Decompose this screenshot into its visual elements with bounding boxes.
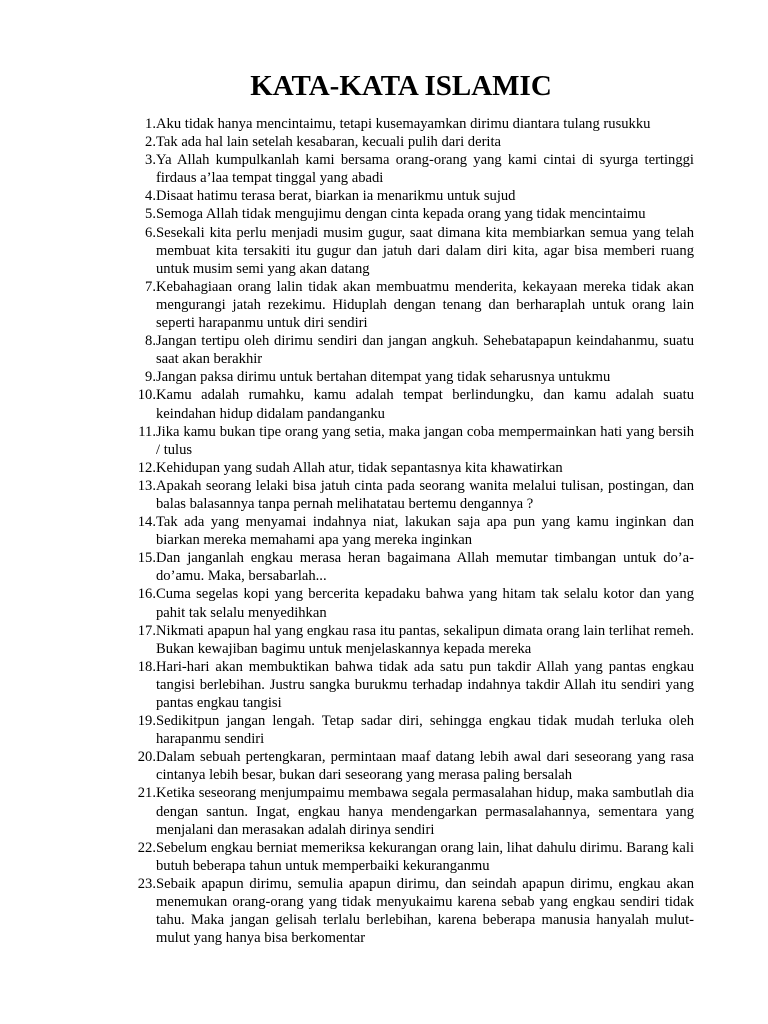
list-item-number-label: 4. [145,188,156,205]
list-item-text: Sedikitpun jangan lengah. Tetap sadar diri, sehingga engkau tidak mudah terluka oleh harapanmu sendiri [156,713,694,748]
list-item-number-label: 14. [137,514,156,531]
list-item-number-label: 7. [145,278,156,295]
list-item-number-label: 11. [138,423,156,440]
list-item-number-label: 10. [137,387,156,404]
list-item-number-label: 19. [137,713,156,730]
list-item-text: Aku tidak hanya mencintaimu, tetapi kusemayamkan dirimu diantara tulang rusukku [156,116,651,132]
list-item-text: Jangan paksa dirimu untuk bertahan ditempat yang tidak seharusnya untukmu [156,369,611,386]
list-item-number-label: 6. [145,224,156,241]
list-item-number-label: 22. [137,839,156,856]
list-item-text: Dalam sebuah pertengkaran, permintaan maaf datang lebih awal dari seseorang yang rasa cintanya lebih besar, bukan dari seseorang yang merasa paling bersalah [156,749,694,784]
list-item-number [117,875,156,893]
list-item [117,712,694,748]
list-item-number [117,115,156,133]
list-item-number [117,224,156,242]
list-item-number-label: 18. [137,658,156,675]
list-item-number-label: 16. [137,586,156,603]
list-item [117,151,694,187]
list-item-number [117,332,156,350]
list-item-number [117,368,156,386]
list-item-number [117,133,156,151]
list-item [117,205,694,223]
list-item [117,839,694,875]
list-item [117,115,694,133]
list-item-text: Hari-hari akan membuktikan bahwa tidak ada satu pun takdir Allah yang pantas engkau tangisi berlebihan. Justru sangka burukmu terhadap indahnya takdir Allah itu sendiri yang pantas engkau tangisi [156,658,694,711]
list-item-number-label: 12. [137,459,156,476]
list-item [117,386,694,422]
list-item-number-label: 20. [137,749,156,766]
list-item-number-label: 13. [137,477,156,494]
list-item [117,622,694,658]
list-item [117,658,694,712]
list-item-number [117,459,156,477]
list-item-number-label: 23. [137,875,156,892]
list-item [117,423,694,459]
list-item-number [117,585,156,603]
list-item-number [117,513,156,531]
list-item-text: Sesekali kita perlu menjadi musim gugur, saat dimana kita membiarkan semua yang telah membuat kita tersakiti itu gugur dan jatuh dari dalam diri kita, agar bisa memberi ruang untuk musim semi yang akan datang [156,224,694,277]
list-item [117,278,694,332]
list-item-number-label: 21. [137,785,156,802]
list-item-text: Disaat hatimu terasa berat, biarkan ia menarikmu untuk sujud [156,188,516,205]
list-item [117,784,694,838]
list-item-text: Tak ada yang menyamai indahnya niat, lakukan saja apa pun yang kamu inginkan dan biarkan mereka memahami apa yang mereka inginkan [156,514,694,549]
list-item-number [117,839,156,857]
list-item-text: Cuma segelas kopi yang bercerita kepadaku bahwa yang hitam tak selalu kotor dan yang pahit tak selalu menyedihkan [156,586,694,621]
list-item-text: Jangan tertipu oleh dirimu sendiri dan jangan angkuh. Sehebatapapun keindahanmu, suatu saat akan berakhir [156,333,694,368]
list-item [117,224,694,278]
list-item [117,332,694,368]
list-item [117,133,694,151]
list-item [117,459,694,477]
list-item-number-label: 15. [137,550,156,567]
list-item-text: Semoga Allah tidak mengujimu dengan cinta kepada orang yang tidak mencintaimu [156,206,646,223]
list-item-text: Tak ada hal lain setelah kesabaran, kecuali pulih dari derita [156,134,502,151]
list-item-number-label: 9. [145,369,156,386]
list-item-number [117,423,156,441]
list-item-number-label: 17. [137,622,156,639]
list-item-number-label: 1. [145,116,156,132]
list-item [117,748,694,784]
list-item-number [117,784,156,802]
list-item [117,549,694,585]
list-item-number-label: 3. [145,152,156,169]
list-item [117,875,694,947]
list-item-number [117,549,156,567]
list-item-text: Kehidupan yang sudah Allah atur, tidak sepantasnya kita khawatirkan [156,459,563,476]
document-title: KATA-KATA ISLAMIC [250,70,552,102]
list-item-number-label: 5. [145,206,156,223]
list-item-number [117,477,156,495]
list-item-number [117,205,156,223]
list-item-number [117,658,156,676]
list-item [117,368,694,386]
list-item-number [117,278,156,296]
list-item-text: Ya Allah kumpulkanlah kami bersama orang-orang yang kami cintai di syurga tertinggi firdaus a’laa tempat tinggal yang abadi [156,152,694,187]
list-item-text: Sebelum engkau berniat memeriksa kekurangan orang lain, lihat dahulu dirimu. Barang kali butuh beberapa tahun untuk memperbaiki kekuranganmu [156,839,694,874]
list-item-number [117,151,156,169]
list-item-number-label: 2. [145,134,156,151]
list-item-text: Apakah seorang lelaki bisa jatuh cinta pada seorang wanita melalui tulisan, postingan, dan balas balasannya tanpa pernah melihatatau bertemu dengannya ? [156,477,694,512]
list-item-number [117,187,156,205]
list-item-text: Kebahagiaan orang lalin tidak akan membuatmu menderita, kekayaan mereka tidak akan mengurangi jatah rezekimu. Hiduplah dengan tenang dan berharaplah untuk orang lain seperti harapanmu untuk diri sendiri [156,278,694,332]
list-item [117,585,694,621]
list-item-text: Ketika seseorang menjumpaimu membawa segala permasalahan hidup, maka sambutlah dia dengan santun. Ingat, engkau hanya mendengarkan permasalahannya, sementara yang menjalani dan merasakan adalah dirinya sendiri [156,785,694,838]
list-item-text: Kamu adalah rumahku, kamu adalah tempat berlindungku, dan kamu adalah suatu keindahan hidup didalam pandanganku [156,387,694,422]
quote-list [117,115,694,947]
list-item-text: Sebaik apapun dirimu, semulia apapun dirimu, dan seindah apapun dirimu, engkau akan menemukan orang-orang yang tidak menyukaimu karena sebab yang engkau sendiri tidak tahu. Maka jangan gelisah terlalu berlebihan, karena beberapa manusia hanyalah mulut-mulut yang hanya bisa berkomentar [156,875,694,947]
list-item-text: Nikmati apapun hal yang engkau rasa itu pantas, sekalipun dimata orang lain terlihat remeh. Bukan kewajiban bagimu untuk menjelaskannya kepada mereka [156,622,694,657]
list-item-number [117,622,156,640]
list-item-text: Dan janganlah engkau merasa heran bagaimana Allah memutar timbangan untuk do’a-do’amu. Maka, bersabarlah... [156,550,694,585]
list-item-number [117,386,156,404]
list-item-number [117,712,156,730]
list-item [117,187,694,205]
list-item [117,477,694,513]
list-item-number-label: 8. [145,333,156,350]
list-item [117,513,694,549]
list-item-number [117,748,156,766]
list-item-text: Jika kamu bukan tipe orang yang setia, maka jangan coba mempermainkan hati yang bersih / tulus [156,423,694,458]
